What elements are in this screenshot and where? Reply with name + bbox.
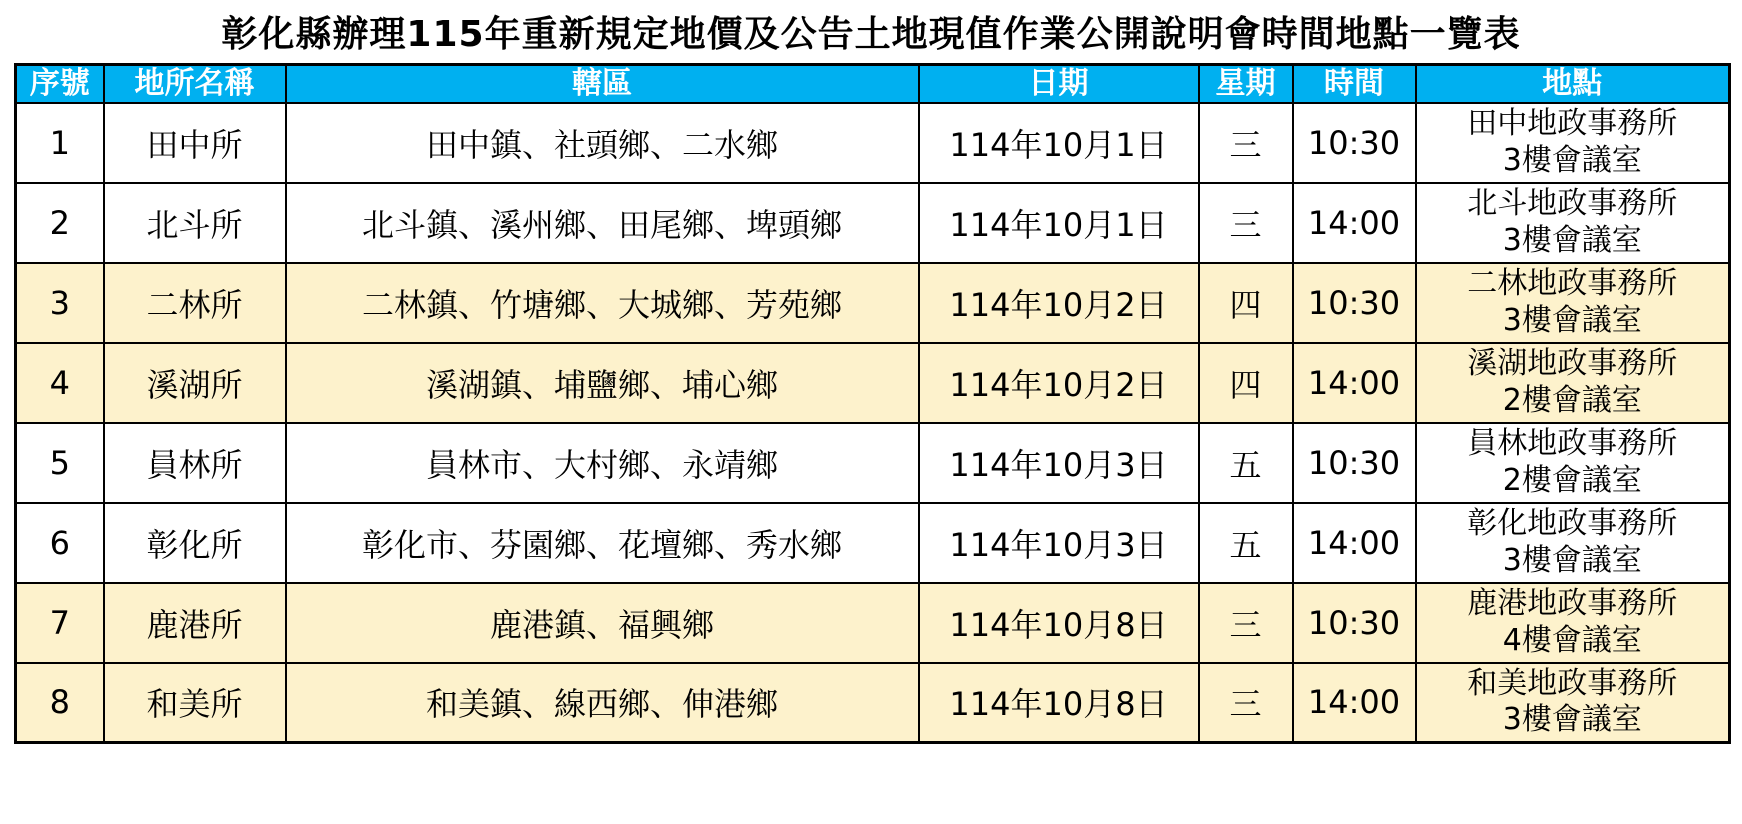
cell-weekday: 三 [1199, 183, 1293, 263]
cell-district: 員林市、大村鄉、永靖鄉 [286, 423, 919, 503]
cell-weekday: 三 [1199, 583, 1293, 663]
cell-seq: 7 [16, 583, 104, 663]
cell-location [1416, 103, 1730, 183]
cell-date: 114年10月2日 [919, 263, 1199, 343]
location-room-line: 3樓會議室 [1502, 142, 1642, 178]
header-seq: 序號 [16, 65, 104, 103]
cell-seq: 4 [16, 343, 104, 423]
table-row [16, 103, 1730, 183]
cell-time: 10:30 [1293, 423, 1416, 503]
cell-weekday: 五 [1199, 423, 1293, 503]
cell-district: 北斗鎮、溪州鄉、田尾鄉、埤頭鄉 [286, 183, 919, 263]
cell-time: 14:00 [1293, 343, 1416, 423]
cell-seq: 1 [16, 103, 104, 183]
location-office-line: 和美地政事務所 [1467, 665, 1678, 701]
location-room-line: 3樓會議室 [1502, 542, 1642, 578]
cell-location [1416, 663, 1730, 743]
cell-weekday: 四 [1199, 343, 1293, 423]
table-row [16, 583, 1730, 663]
cell-time: 10:30 [1293, 583, 1416, 663]
cell-seq: 8 [16, 663, 104, 743]
location-office-line: 溪湖地政事務所 [1467, 345, 1678, 381]
cell-office: 和美所 [104, 663, 286, 743]
cell-location [1416, 583, 1730, 663]
cell-location [1416, 423, 1730, 503]
table-header [16, 65, 1730, 103]
table-row [16, 183, 1730, 263]
cell-office: 彰化所 [104, 503, 286, 583]
location-office-line: 員林地政事務所 [1467, 425, 1678, 461]
page-title: 彰化縣辦理115年重新規定地價及公告土地現值作業公開說明會時間地點一覽表 [221, 14, 1521, 55]
cell-time: 14:00 [1293, 183, 1416, 263]
location-office-line: 田中地政事務所 [1467, 105, 1678, 141]
header-row [16, 65, 1730, 103]
cell-date: 114年10月3日 [919, 423, 1199, 503]
cell-time: 14:00 [1293, 503, 1416, 583]
cell-weekday: 四 [1199, 263, 1293, 343]
cell-district: 田中鎮、社頭鄉、二水鄉 [286, 103, 919, 183]
cell-office: 員林所 [104, 423, 286, 503]
cell-weekday: 五 [1199, 503, 1293, 583]
header-office: 地所名稱 [104, 65, 286, 103]
cell-office: 鹿港所 [104, 583, 286, 663]
header-time: 時間 [1293, 65, 1416, 103]
cell-time: 10:30 [1293, 263, 1416, 343]
cell-seq: 3 [16, 263, 104, 343]
cell-time: 14:00 [1293, 663, 1416, 743]
cell-date: 114年10月1日 [919, 183, 1199, 263]
cell-district: 彰化市、芬園鄉、花壇鄉、秀水鄉 [286, 503, 919, 583]
location-room-line: 3樓會議室 [1502, 222, 1642, 258]
table-body [16, 103, 1730, 743]
cell-seq: 2 [16, 183, 104, 263]
cell-district: 鹿港鎮、福興鄉 [286, 583, 919, 663]
cell-office: 二林所 [104, 263, 286, 343]
cell-district: 和美鎮、線西鄉、伸港鄉 [286, 663, 919, 743]
cell-office: 溪湖所 [104, 343, 286, 423]
cell-location [1416, 343, 1730, 423]
location-office-line: 鹿港地政事務所 [1467, 585, 1678, 621]
cell-seq: 5 [16, 423, 104, 503]
cell-date: 114年10月8日 [919, 663, 1199, 743]
header-district: 轄區 [286, 65, 919, 103]
schedule-table [14, 63, 1731, 744]
cell-date: 114年10月1日 [919, 103, 1199, 183]
location-room-line: 2樓會議室 [1502, 382, 1642, 418]
cell-seq: 6 [16, 503, 104, 583]
location-room-line: 3樓會議室 [1502, 302, 1642, 338]
location-room-line: 2樓會議室 [1502, 462, 1642, 498]
location-room-line: 3樓會議室 [1502, 702, 1642, 738]
location-room-line: 4樓會議室 [1502, 622, 1642, 658]
cell-location [1416, 263, 1730, 343]
location-office-line: 二林地政事務所 [1467, 265, 1678, 301]
header-date: 日期 [919, 65, 1199, 103]
cell-date: 114年10月8日 [919, 583, 1199, 663]
cell-weekday: 三 [1199, 103, 1293, 183]
table-row [16, 503, 1730, 583]
location-office-line: 彰化地政事務所 [1467, 505, 1678, 541]
header-location: 地點 [1416, 65, 1730, 103]
cell-time: 10:30 [1293, 103, 1416, 183]
cell-location [1416, 503, 1730, 583]
cell-district: 二林鎮、竹塘鄉、大城鄉、芳苑鄉 [286, 263, 919, 343]
cell-date: 114年10月3日 [919, 503, 1199, 583]
table-row [16, 343, 1730, 423]
table-row [16, 263, 1730, 343]
location-office-line: 北斗地政事務所 [1467, 185, 1678, 221]
cell-office: 北斗所 [104, 183, 286, 263]
cell-weekday: 三 [1199, 663, 1293, 743]
table-row [16, 423, 1730, 503]
cell-district: 溪湖鎮、埔鹽鄉、埔心鄉 [286, 343, 919, 423]
header-weekday: 星期 [1199, 65, 1293, 103]
cell-date: 114年10月2日 [919, 343, 1199, 423]
cell-office: 田中所 [104, 103, 286, 183]
cell-location [1416, 183, 1730, 263]
table-row [16, 663, 1730, 743]
